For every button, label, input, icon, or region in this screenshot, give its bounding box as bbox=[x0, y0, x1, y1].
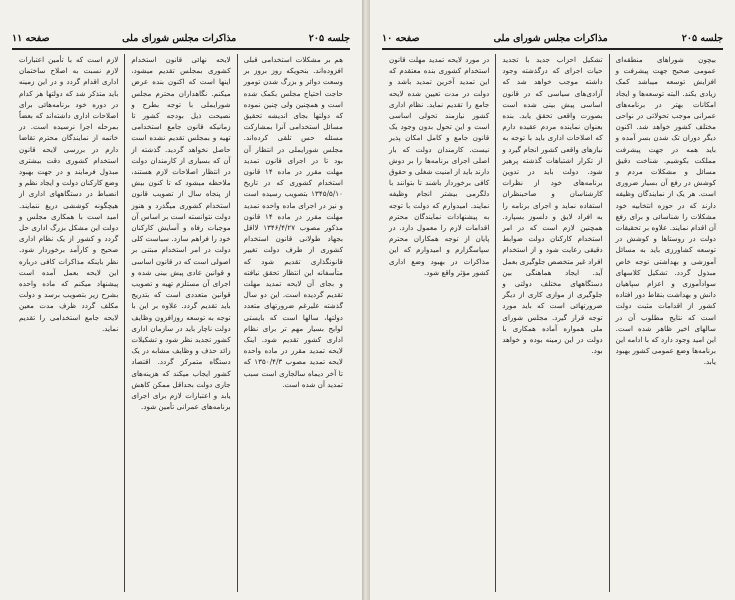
column-divider bbox=[495, 54, 496, 592]
left-column-1-text: هم بر مشکلات استخدامی قبلی افزوده‌اند. بنحویکه روز بروز بر وسعت دوائر و بزرگ شدن تومور حاجت احتیاج مجلس بکمک شده است و همچنین ولی چنین نموده که دولتها بجای اندیشه تحقیق مسائل استخدامی آنرا بمشارکت مسئله حس تلقی کرده‌اند. مجلس شورایملی در انتظار آن بود تا در اجرای قانون تمدید مهلت مقرر در ماده ۱۴ قانون استخدام کشوری که در تاریخ ۱۳۴۵/۵/۱۰ بتصویب رسیده است و نیز در اجرای ماده واحده تمدید مهلت مقرر در ماده ۱۴ قانون مذکور مصوب ۱۳۴۶/۴/۲۷ لااقل بجهاد طولانی قانون استخدام کشوری از طرف دولت تغییر قانونگذاری تقدیم شود که متأسفانه این انتظار تحقق نیافته و بجای آن لایحه تمدید مهلت تقدیم گردیده است. این دو سال گذشته علیرغم ضرورتهای متعدد دولتها، سالها است که بایستی لوایح بسیار مهم تر برای نظام اداری کشور تقدیم شود. اینک لایحه تمدید مقرر در ماده واحده لایحه تمدید مصوب ۱۳۵۰/۴/۳ که تا آخر دیماه سالجاری است سبب تمدید آن شده است. bbox=[243, 55, 343, 389]
column-divider bbox=[237, 54, 238, 592]
right-column-3 bbox=[384, 54, 494, 592]
left-page-header bbox=[12, 30, 350, 46]
right-text-columns bbox=[384, 54, 721, 592]
right-column-1 bbox=[611, 54, 721, 592]
left-column-2 bbox=[126, 54, 235, 592]
column-divider bbox=[609, 54, 610, 592]
right-page bbox=[370, 0, 735, 600]
right-header-rule bbox=[382, 48, 723, 50]
right-column-2 bbox=[497, 54, 607, 592]
right-page-header bbox=[382, 30, 723, 46]
right-column-1-text: بیچون شوراهای منطقه‌ای عمومی صحیح جهت پیشرفت و افزایش توسعه میباشد کمک زیادی بکند. البته توسعه‌ها و ایجاد امکانات بهتر در برنامه‌های عمرانی موجب تحولاتی در نواحی مختلف کشور خواهد شد. اکنون دیگر دوران تک شدن بسر آمده و باید همه در جهت پیشرفت مملکت بکوشیم. شناخت دقیق مسائل و مشکلات مردم و کوشش در رفع آن بسیار ضروری است. هر یک از نمایندگان وظیفه دارند که در حوزه انتخابیه خود مشکلات را شناسائی و برای رفع آن اقدام نمایند. علاوه بر تحقیقات دولت در روستاها و کوشش در توسعه کشاورزی باید به مسائل آموزشی و بهداشتی توجه خاص مبذول گردد. تشکیل کلاسهای سوادآموزی و اعزام سپاهیان دانش و بهداشت بنقاط دور افتاده کشور از اقدامات مثبت دولت است که نتایج مطلوب آن در سالهای اخیر ظاهر شده است. این امید وجود دارد که با ادامه این برنامه‌ها وضع عمومی کشور بهبود یابد. bbox=[615, 55, 716, 367]
left-column-3 bbox=[14, 54, 123, 592]
right-column-3-text: در مورد لایحه تمدید مهلت قانون استخدام کشوری بنده معتقدم که این تمدید آخرین تمدید باشد و دولت در مدت تعیین شده لایحه جامع را تقدیم نماید. نظام اداری کشور نیازمند تحولی اساسی است و این تحول بدون وجود یک قانون جامع و کامل امکان پذیر نیست. کارمندان دولت که بار اصلی اجرای برنامه‌ها را بر دوش دارند باید از امنیت شغلی و حقوق کافی برخوردار باشند تا بتوانند با دلگرمی بیشتر انجام وظیفه نمایند. امیدوارم که دولت با توجه به پیشنهادات نمایندگان محترم اقدامات لازم را معمول دارد. در پایان از توجه همکاران محترم سپاسگزارم و امیدوارم که این مذاکرات در بهبود وضع اداری کشور مؤثر واقع شود. bbox=[389, 55, 490, 277]
left-header-rule bbox=[12, 48, 350, 50]
right-page-session: جلسه ۲۰۵ bbox=[681, 32, 723, 44]
book-gutter bbox=[362, 0, 370, 600]
right-column-2-text: تشکیل احزاب جدید با تجدید حیات اجرای که درگذشته وجود داشته موجب خواهد شد که آزادی‌های سیاسی که در قانون اساسی پیش بینی شده است بصورت واقعی تحقق یابد. بنده بعنوان نماینده مردم عقیده دارم که اصلاحات اداری باید با توجه به نیازهای واقعی کشور انجام گیرد و از تکرار اشتباهات گذشته پرهیز شود. دولت باید در تدوین برنامه‌های خود از نظرات کارشناسان و صاحبنظران استفاده نماید و اجرای برنامه را به افراد لایق و دلسوز بسپارد. همچنین لازم است که در امر استخدام کارکنان دولت ضوابط دقیقی رعایت شود و از استخدام افراد غیر متخصص جلوگیری بعمل آید. ایجاد هماهنگی بین دستگاههای مختلف دولتی و جلوگیری از موازی کاری از دیگر ضرورتهائی است که باید مورد توجه قرار گیرد. مجلس شورای ملی همواره آماده همکاری با دولت در این زمینه بوده و خواهد بود. bbox=[502, 55, 603, 356]
left-page-title: مذاکرات مجلس شورای ملی bbox=[122, 32, 237, 44]
left-page-number: صفحه ۱۱ bbox=[12, 32, 50, 44]
left-column-2-text: لایحه نهائی قانون استخدام کشوری بمجلس تقدیم میشود، اینها است که اکنون بنده عرض میکنم. نگاهداران محترم مجلس شورایملی با توجه بطرح و نصیحت ذیل بودجه کشور تا زمانیکه قانون جامع استخدامی تهیه و بمجلس تقدیم نشده است حاصل نخواهد گردید. گذشته از آن که بسیاری از کارمندان دولت در انتظار اصلاحات لازم هستند، ملاحظه میشود که تا کنون بیش از پنجاه سال از تصویب قانون استخدام کشوری میگذرد و هنوز دولت نتوانسته است بر اساس آن موجبات رفاه و آسایش کارکنان خود را فراهم سازد. سیاست کلی دولت در امر استخدام مبتنی بر اصولی است که در قانون اساسی و قوانین عادی پیش بینی شده و اجرای آن مستلزم تهیه و تصویب قوانین متعددی است که بتدریج باید تقدیم گردد. علاوه بر این با توجه به توسعه روزافزون وظایف دولت ناچار باید در سازمان اداری کشور تجدید نظر شود و تشکیلات زائد حذف و وظایف مشابه در یک دستگاه متمرکز گردد. اقتصاد کشور ایجاب میکند که هزینه‌های جاری دولت بحداقل ممکن کاهش یابد و اعتبارات لازم برای اجرای برنامه‌های عمرانی تأمین شود. bbox=[131, 55, 231, 412]
right-page-title: مذاکرات مجلس شورای ملی bbox=[493, 32, 608, 44]
column-divider bbox=[124, 54, 125, 592]
right-page-number: صفحه ۱۰ bbox=[382, 32, 420, 44]
left-page bbox=[0, 0, 362, 600]
left-page-session: جلسه ۲۰۵ bbox=[308, 32, 350, 44]
left-text-columns bbox=[14, 54, 348, 592]
left-column-1 bbox=[239, 54, 348, 592]
left-column-3-text: لازم است که با تأمین اعتبارات لازم نسبت به اصلاح ساختمان اداری اقدام گردد و در این زمینه باید متذکر شد که دولتها هر کدام در دوره خود برنامه‌هائی برای اصلاحات اداری داشته‌اند که بعضاً بمرحله اجرا نرسیده است. در خاتمه از نمایندگان محترم تقاضا دارم در بررسی لایحه قانون استخدام کشوری دقت بیشتری مبذول فرمایند و در جهت بهبود وضع کارکنان دولت و ایجاد نظم و انضباط در دستگاههای اداری از هیچگونه کوششی دریغ ننمایند. امید است با همکاری مجلس و دولت این مشکل بزرگ اداری حل گردد و کشور از یک نظام اداری صحیح و کارآمد برخوردار شود. نظر باینکه مذاکرات کافی درباره این لایحه بعمل آمده است پیشنهاد میکنم که ماده واحده بشرح زیر بتصویب برسد و دولت مکلف گردد ظرف مدت معین لایحه جامع استخدامی را تقدیم نماید. bbox=[19, 55, 119, 333]
